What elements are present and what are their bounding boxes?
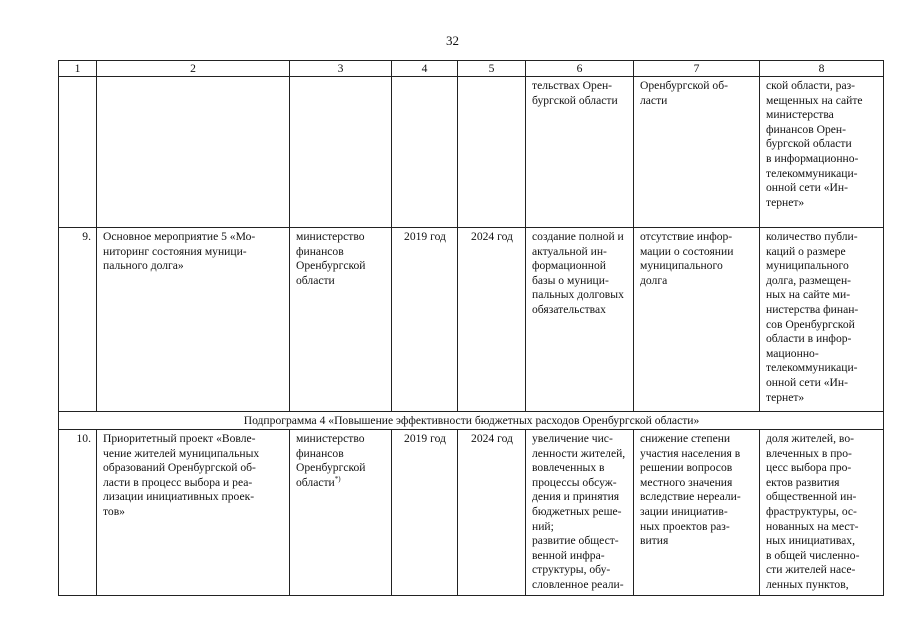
column-header: 1 [59,61,97,77]
table-row [59,430,884,596]
expected-result: тельствах Орен- бургской области [526,77,634,228]
column-header: 5 [458,61,526,77]
row-number [59,77,97,228]
executor: министерство финансов Оренбургской области [290,228,392,412]
row-number: 9. [59,228,97,412]
end-year: 2024 год [458,228,526,412]
column-header: 4 [392,61,458,77]
footnote-mark: *) [334,474,341,483]
end-year: 2024 год [458,430,526,596]
end-year [458,77,526,228]
non-implementation-consequence: Оренбургской об- ласти [634,77,760,228]
column-header: 8 [760,61,884,77]
indicator: количество публи- каций о размере муниципального долга, размещен- ных на сайте ми- нистерства финан- сов Оренбургской области в инфор- мационно- телекоммуникаци- онной сети «Ин- тернет» [760,228,884,412]
column-number-row [59,61,884,77]
start-year: 2019 год [392,228,458,412]
program-table [58,60,884,596]
table-row [59,228,884,412]
row-number: 10. [59,430,97,596]
indicator: ской области, раз- мещенных на сайте министерства финансов Орен- бургской области в информационно- телекоммуникаци- онной сети «Ин- тернет» [760,77,884,228]
column-header: 6 [526,61,634,77]
column-header: 2 [97,61,290,77]
table-row [59,77,884,228]
column-header: 3 [290,61,392,77]
expected-result: увеличение чис- ленности жителей, вовлеченных в процессы обсуж- дения и принятия бюджетных реше- ний; развитие общест- венной инфра- структуры, обу- словленное реали- [526,430,634,596]
non-implementation-consequence: снижение степени участия населения в решении вопросов местного значения вследствие нереали- зации инициатив- ных проектов раз- вития [634,430,760,596]
executor [290,77,392,228]
activity-name: Основное мероприятие 5 «Мо- ниторинг состояния муници- пального долга» [97,228,290,412]
subprogram-title: Подпрограмма 4 «Повышение эффективности бюджетных расходов Оренбургской области» [59,412,884,430]
activity-name [97,77,290,228]
non-implementation-consequence: отсутствие инфор- мации о состоянии муниципального долга [634,228,760,412]
section-row [59,412,884,430]
indicator: доля жителей, во- влеченных в про- цесс выбора про- ектов развития общественной ин- фраструктуры, ос- нованных на мест- ных инициативах, в общей численно- сти жителей насе- ленных пунктов, [760,430,884,596]
executor-cell [290,430,392,596]
column-header: 7 [634,61,760,77]
start-year [392,77,458,228]
page-number: 32 [446,33,459,48]
executor: министерство финансов Оренбургской области [296,432,366,489]
activity-name: Приоритетный проект «Вовле- чение жителей муниципальных образований Оренбургской об- ласти в процесс выбора и реа- лизации инициативных проек- тов» [97,430,290,596]
expected-result: создание полной и актуальной ин- формационной базы о муници- пальных долговых обязательствах [526,228,634,412]
start-year: 2019 год [392,430,458,596]
